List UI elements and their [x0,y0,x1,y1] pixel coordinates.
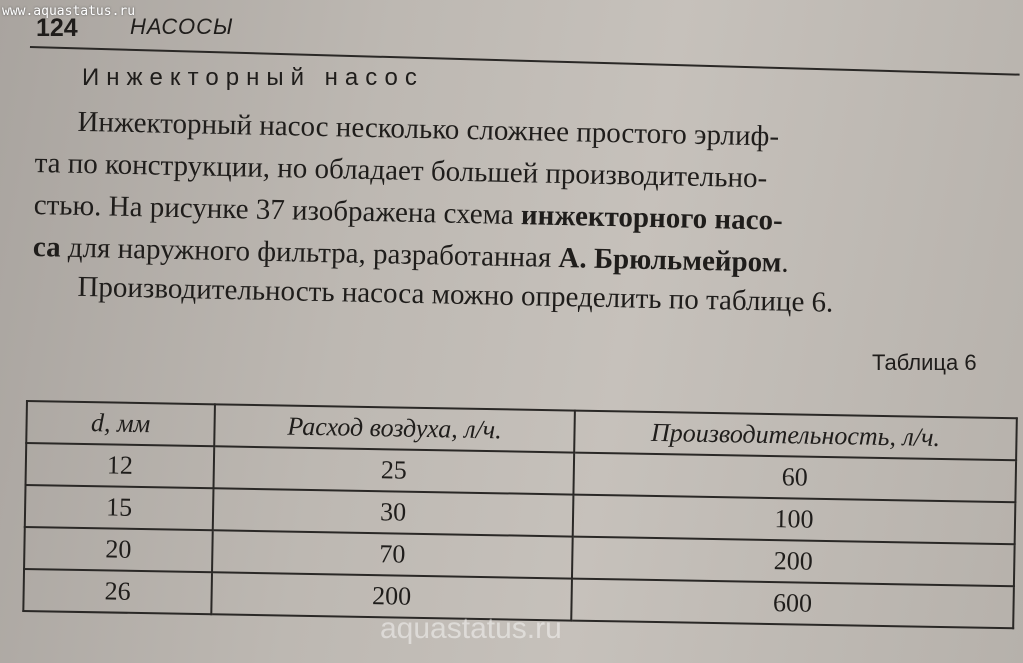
cell-air-flow: 30 [213,488,574,536]
line-4-bold: са [32,230,61,264]
watermark-top: www.aquastatus.ru [2,4,136,19]
table-caption: Таблица 6 [872,350,977,375]
line-4-text: для наружного фильтра, разработанная [60,231,559,274]
paragraph-2-line-1: Производительность насоса можно определить по таблице 6. [77,270,834,319]
line-3-text: стью. На рисунке 37 изображена схема [33,188,522,232]
paragraph-1-line-2: та по конструкции, но обладает большей производительно- [34,146,768,195]
section-title: Инжекторный насос [82,64,424,91]
cell-diameter: 26 [23,569,212,614]
header-air-flow: Расход воздуха, л/ч. [214,404,575,452]
watermark-bottom: aquastatus.ru [380,612,562,645]
line-4-end: . [781,246,789,279]
paragraph-1 [32,100,1005,288]
page-number: 124 [36,14,78,42]
cell-capacity: 200 [572,537,1015,587]
cell-diameter: 20 [24,527,213,572]
cell-air-flow: 70 [212,530,573,578]
line-3-bold: инжекторного насо- [520,199,784,237]
cell-air-flow: 25 [213,446,574,494]
cell-capacity: 100 [573,495,1016,545]
cell-diameter: 12 [26,443,215,488]
header-capacity: Производительность, л/ч. [574,411,1017,461]
cell-capacity: 600 [571,579,1014,629]
running-head: НАСОСЫ [130,14,234,39]
cell-capacity: 60 [573,453,1016,503]
paragraph-1-line-1: Инжекторный насос несколько сложнее простого эрлиф- [77,105,780,153]
cell-air-flow: 200 [211,572,572,620]
performance-table [22,400,1018,629]
cell-diameter: 15 [25,485,214,530]
header-diameter: d, мм [26,401,215,446]
author-name: А. Брюльмейром [558,241,782,279]
